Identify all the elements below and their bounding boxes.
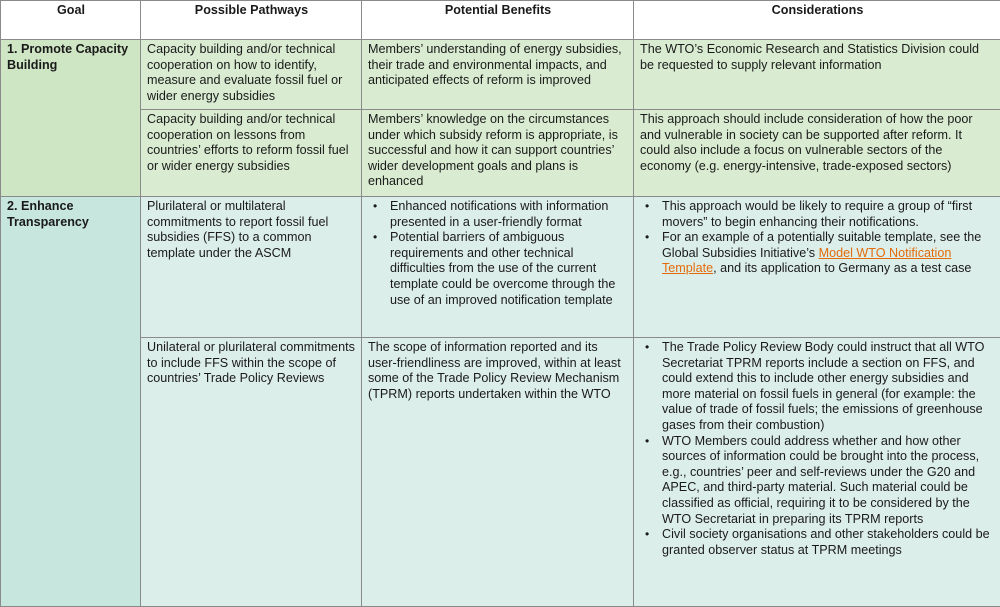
header-pathways: Possible Pathways (141, 1, 362, 40)
benefit-cell: The scope of information reported and its user-friendliness are improved, within at least some of the Trade Policy Review Mechanism (TPRM) reports undertaken within the WTO (362, 338, 634, 607)
list-item: • Civil society organisations and other stakeholders could be granted observer status at TPRM meetings (640, 527, 995, 558)
header-row (1, 1, 1000, 40)
table-row (1, 197, 1000, 338)
list-item: • This approach would be likely to require a group of “first movers” to begin enhancing their notifications. (640, 199, 995, 230)
header-benefits: Potential Benefits (362, 1, 634, 40)
consideration-cell: The WTO’s Economic Research and Statistics Division could be requested to supply relevant information (634, 40, 1000, 110)
list-item: • Potential barriers of ambiguous requirements and other technical difficulties from the use of the current template could be overcome through the use of an improved notification template (368, 230, 628, 308)
header-goal: Goal (1, 1, 141, 40)
goal-capacity-building: 1. Promote Capacity Building (1, 40, 141, 197)
model-wto-notification-template-link[interactable]: Model WTO Notification Template (662, 246, 951, 276)
consideration-list (640, 199, 995, 277)
pathway-cell: Capacity building and/or technical cooperation on how to identify, measure and evaluate fossil fuel or wider energy subsidies (141, 40, 362, 110)
consideration-cell: This approach should include consideration of how the poor and vulnerable in society can be supported after reform. It could also include a focus on vulnerable sectors of the economy (e.g. energy-intensive, trade-exposed sectors) (634, 110, 1000, 197)
pathway-cell: Plurilateral or multilateral commitments to report fossil fuel subsidies (FFS) to a common template under the ASCM (141, 197, 362, 338)
consideration-cell (634, 197, 1000, 338)
benefit-cell: Members’ knowledge on the circumstances under which subsidy reform is appropriate, is successful and how it can support countries’ wider development goals and plans is enhanced (362, 110, 634, 197)
benefit-list (368, 199, 628, 308)
table-row (1, 110, 1000, 197)
pathway-cell: Unilateral or plurilateral commitments to include FFS within the scope of countries’ Trade Policy Reviews (141, 338, 362, 607)
list-item: • Enhanced notifications with information presented in a user-friendly format (368, 199, 628, 230)
list-item: • WTO Members could address whether and how other sources of information could be brought into the process, e.g., countries’ peer and self-reviews under the G20 and APEC, and third-party material. Such material could be classified as official, requiring it to be considered by the WTO Secretariat in preparing its TPRM reports (640, 434, 995, 528)
table-row (1, 338, 1000, 607)
consideration-cell (634, 338, 1000, 607)
list-item: • The Trade Policy Review Body could instruct that all WTO Secretariat TPRM reports include a section on FFS, and could extend this to include other energy subsidies and more material on fossil fuels in general (for example: the value of trade of fossil fuels; the emissions of greenhouse gases from their combustion) (640, 340, 995, 434)
goal-enhance-transparency: 2. Enhance Transparency (1, 197, 141, 607)
pathway-cell: Capacity building and/or technical cooperation on lessons from countries’ efforts to reform fossil fuel or wider energy subsidies (141, 110, 362, 197)
consideration-text: For an example of a potentially suitable template, see the Global Subsidies Initiative’s (662, 230, 981, 260)
consideration-text: , and its application to Germany as a test case (713, 261, 971, 275)
benefit-cell (362, 197, 634, 338)
table-row (1, 40, 1000, 110)
consideration-list (640, 340, 995, 558)
list-item (640, 230, 995, 277)
header-considerations: Considerations (634, 1, 1000, 40)
benefit-cell: Members’ understanding of energy subsidies, their trade and environmental impacts, and anticipated effects of reform is improved (362, 40, 634, 110)
